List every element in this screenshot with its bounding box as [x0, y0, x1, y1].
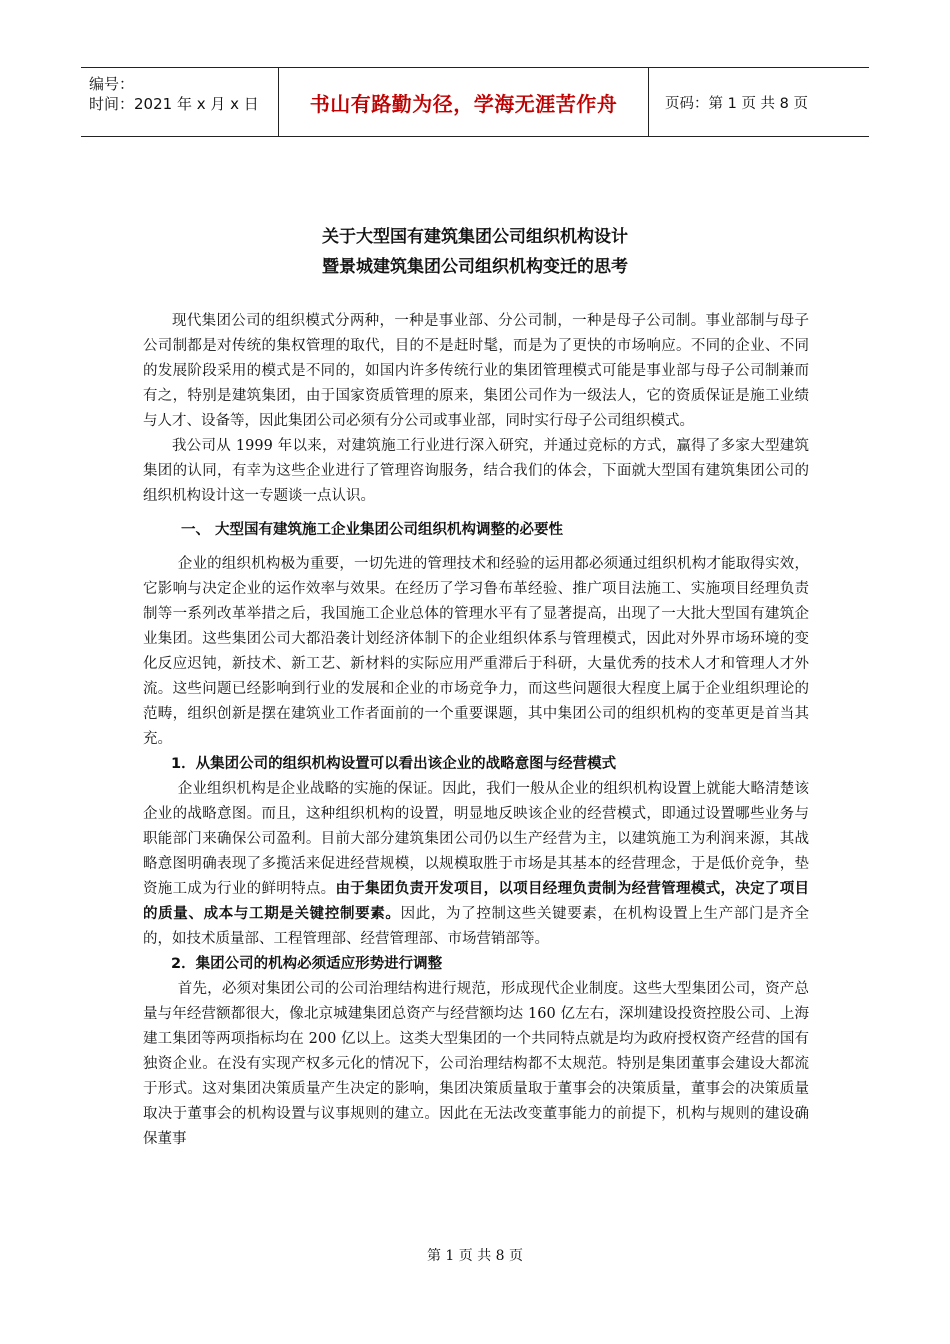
page-footer: 第 1 页 共 8 页: [426, 1248, 524, 1264]
document-title: [0, 222, 950, 282]
title-line-1: 关于大型国有建筑集团公司组织机构设计: [322, 227, 628, 247]
paragraph-strategy-part-b: 因此，为了控制这些关键要素，在机构设置上生产部门是齐全的，如技术质量部、工程管理部、经营管理部、市场营销部等。: [143, 906, 810, 947]
title-line-2: 暨景城建筑集团公司组织机构变迁的思考: [322, 257, 628, 277]
page-header: [81, 67, 869, 137]
subsection-heading-2: 2．集团公司的机构必须适应形势进行调整: [171, 956, 443, 972]
paragraph-intro: 现代集团公司的组织模式分两种，一种是事业部、分公司制，一种是母子公司制。事业部制与母子公司制都是对传统的集权管理的取代，目的不是赶时髦，而是为了更快的市场响应。不同的企业、不同的发展阶段采用的模式是不同的，如国内许多传统行业的集团管理模式可能是事业部与母子公司制兼而有之，特别是建筑集团，由于国家资质管理的原来，集团公司作为一级法人，它的资质保证是施工业绩与人才、设备等，因此集团公司必须有分公司或事业部，同时实行母子公司组织模式。: [143, 313, 809, 429]
paragraph-governance: 首先，必须对集团公司的公司治理结构进行规范，形成现代企业制度。这些大型集团公司，资产总量与年经营额都很大，像北京城建集团总资产与经营额均达 160 亿左右，深圳建设投资控股公司、上海建工集团等两项指标均在 200 亿以上。这类大型集团的一个共同特点就是均为政府授权资产经营的国有独资企业。在没有实现产权多元化的情况下，公司治理结构都不太规范。特别是集团董事会建设大都流于形式。这对集团决策质量产生决定的影响，集团决策质量取于董事会的决策质量，董事会的决策质量取决于董事会的机构设置与议事规则的建立。因此在无法改变董事能力的前提下，机构与规则的建设确保董事: [143, 981, 809, 1147]
header-meta: [81, 68, 279, 136]
paragraph-necessity: 企业的组织机构极为重要，一切先进的管理技术和经验的运用都必须通过组织机构才能取得实效，它影响与决定企业的运作效率与效果。在经历了学习鲁布革经验、推广项目法施工、实施项目经理负责制等一系列改革举措之后，我国施工企业总体的管理水平有了显著提高，出现了一大批大型国有建筑企业集团。这些集团公司大都沿袭计划经济体制下的企业组织体系与管理模式，因此对外界市场环境的变化反应迟钝，新技术、新工艺、新材料的实际应用严重滞后于科研，大量优秀的技术人才和管理人才外流。这些问题已经影响到行业的发展和企业的市场竞争力，而这些问题很大程度上属于企业组织理论的范畴，组织创新是摆在建筑业工作者面前的一个重要课题，其中集团公司的组织机构的变革更是首当其充。: [143, 556, 809, 747]
document-body: [143, 309, 809, 1152]
paragraph-company-background: 我公司从 1999 年以来，对建筑施工行业进行深入研究，并通过竞标的方式，赢得了多家大型建筑集团的认同，有幸为这些企业进行了管理咨询服务，结合我们的体会，下面就大型国有建筑集团公司的组织机构设计这一专题谈一点认识。: [143, 438, 809, 504]
section-heading-1: 一、 大型国有建筑施工企业集团公司组织机构调整的必要性: [181, 522, 564, 538]
document-date: 时间：2021 年 x 月 x 日: [89, 95, 259, 113]
paragraph-strategy: [143, 777, 809, 952]
paragraph-strategy-part-a: 企业组织机构是企业战略的实施的保证。因此，我们一般从企业的组织机构设置上就能大略清楚该企业的战略意图。而且，这种组织机构的设置，明显地反映该企业的经营模式，即通过设置哪些业务与职能部门来确保公司盈利。目前大部分建筑集团公司仍以生产经营为主，以建筑施工为利润来源，其战略意图明确表现了多揽活来促进经营规模，以规模取胜于市场是其基本的经营理念，于是低价竞争，垫资施工成为行业的鲜明特点。: [143, 781, 809, 897]
header-page-info: 页码：第 1 页 共 8 页: [665, 95, 808, 112]
document-number-label: 编号：: [89, 75, 135, 93]
paragraph-strategy-bold: 由于集团负责开发项目，以项目经理负责制为经营管理模式，决定了项目的质量、成本与工期是关键控制要素。: [143, 881, 810, 922]
header-motto: 书山有路勤为径，学海无涯苦作舟: [279, 68, 649, 136]
subsection-heading-1: 1．从集团公司的组织机构设置可以看出该企业的战略意图与经营模式: [171, 756, 617, 772]
